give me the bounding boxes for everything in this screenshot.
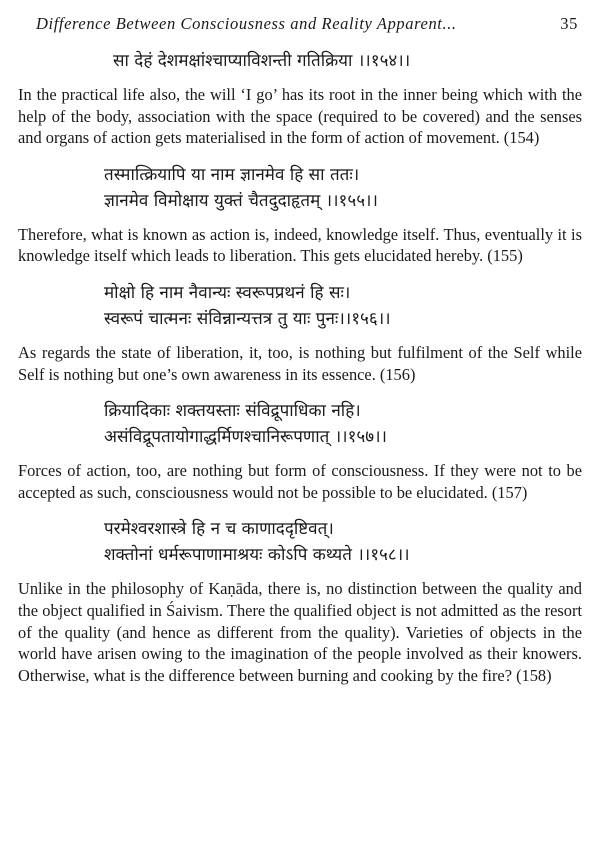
translation-154: In the practical life also, the will ‘I go’ has its root in the inner being which with the help of the body, association with the space (required to be covered) and the senses and organs of action gets materialised in the form of action of movement. (154) <box>18 85 582 148</box>
sanskrit-verse-155 <box>104 162 582 214</box>
sanskrit-verse-156 <box>104 280 582 332</box>
verse-line: मोक्षो हि नाम नैवान्यः स्वरूपप्रथनं हि सः। <box>104 282 351 303</box>
verse-line: परमेश्वरशास्त्रे हि न च काणाददृष्टिवत्। <box>104 519 334 540</box>
verse-line: असंविद्रूपतायोगाद्धर्मिणश्चानिरूपणात् ।।१५७।। <box>104 427 387 448</box>
page-number: 35 <box>560 14 578 33</box>
running-head <box>18 14 582 38</box>
sanskrit-verse-157 <box>104 398 582 450</box>
verse-line: सा देहं देशमक्षांश्चाप्याविशन्ती गतिक्रिया ।।१५४।। <box>113 51 411 71</box>
translation-157: Forces of action, too, are nothing but form of consciousness. If they were not to be accepted as such, consciousness would not be possible to be elucidated. (157) <box>18 461 582 502</box>
translation-158: Unlike in the philosophy of Kaṇāda, there is, no distinction between the quality and the object qualified in Śaivism. There the qualified object is not admitted as the resort of the quality (and hence as different from the quality). Varieties of objects in the world have arisen owing to the imagination of the people involved as their knowers. Otherwise, what is the difference between burning and cooking by the fire? (158) <box>18 579 582 685</box>
running-title: Difference Between Consciousness and Reality Apparent... <box>36 14 457 33</box>
verse-line: तस्मात्क्रियापि या नाम ज्ञानमेव हि सा ततः। <box>104 164 360 185</box>
verse-line: शक्तोनां धर्मरूपाणामाश्रयः कोऽपि कथ्यते ।।१५८।। <box>104 545 410 566</box>
sanskrit-verse-154 <box>113 48 582 74</box>
verse-line: ज्ञानमेव विमोक्षाय युक्तं चैतदुदाहृतम् ।।१५५।। <box>104 190 378 211</box>
translation-155: Therefore, what is known as action is, indeed, knowledge itself. Thus, eventually it is knowledge itself which leads to liberation. This gets elucidated hereby. (155) <box>18 224 582 266</box>
translation-156: As regards the state of liberation, it, too, is nothing but fulfilment of the Self while Self is nothing but one’s own awareness in its essence. (156) <box>18 342 582 384</box>
verse-line: क्रियादिकाः शक्तयस्ताः संविद्रूपाधिका नहि। <box>104 401 361 422</box>
sanskrit-verse-158 <box>104 516 582 568</box>
verse-line: स्वरूपं चात्मनः संविन्नान्यत्तत्र तु याः पुनः।।१५६।। <box>104 308 391 329</box>
